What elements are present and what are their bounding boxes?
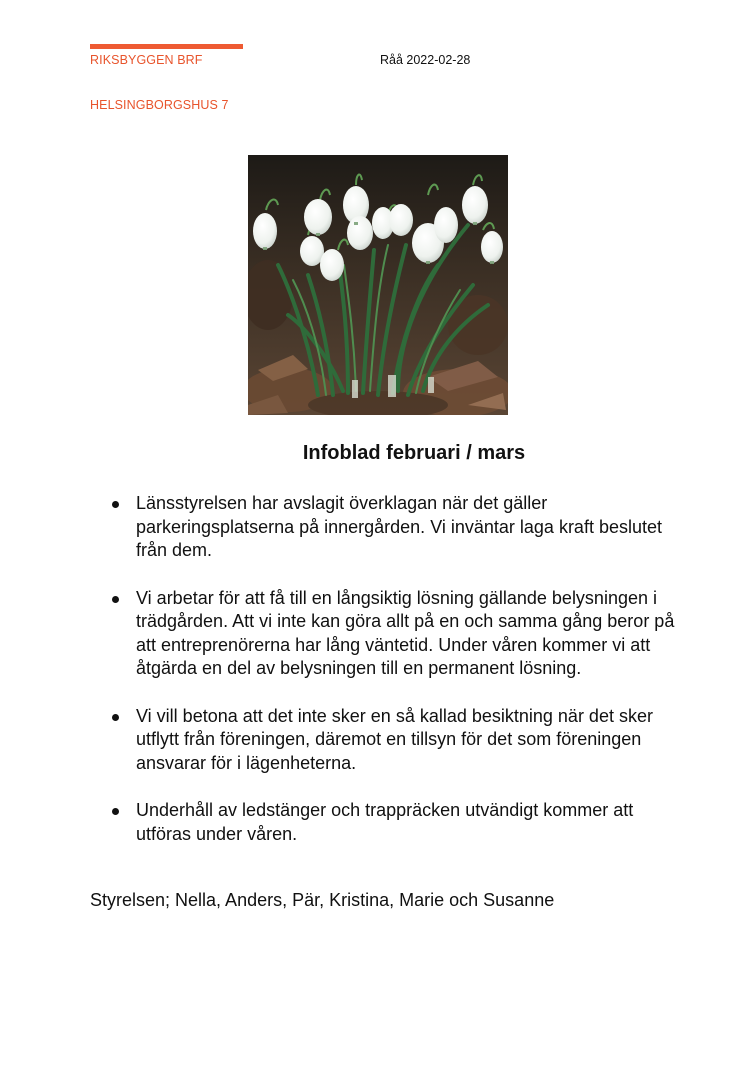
organization-name: RIKSBYGGEN BRF — [90, 53, 203, 67]
association-name: HELSINGBORGSHUS 7 — [90, 98, 229, 112]
signature: Styrelsen; Nella, Anders, Pär, Kristina, Marie och Susanne — [90, 890, 555, 910]
page-title: Infoblad februari / mars — [302, 442, 526, 464]
list-item-text: Länsstyrelsen har avslagit överklagan när det gäller parkeringsplatserna på innergården. Vi inväntar laga kraft beslutet från dem. — [136, 493, 662, 560]
list-item — [111, 799, 681, 846]
header-accent-bar — [90, 44, 243, 49]
bullet-icon — [112, 714, 119, 721]
bullet-icon — [112, 596, 119, 603]
list-item-text: Vi vill betona att det inte sker en så kallad besiktning när det sker utflytt från föreningen, däremot en tillsyn för det som föreningen ansvarar för i lägenheterna. — [136, 705, 653, 773]
list-item-text: Vi arbetar för att få till en långsiktig lösning gällande belysningen i trädgården. Att vi inte kan göra allt på en och samma gång beror på att entreprenörerna har lång väntetid. Under våren kommer vi att åtgärda en del av belysningen till en permanent lösning. — [136, 587, 675, 678]
document-date: Råå 2022-02-28 — [380, 53, 471, 67]
list-item — [111, 492, 681, 563]
list-item-text: Underhåll av ledstänger och trappräcken utvändigt kommer att utföras under våren. — [136, 800, 634, 844]
list-item — [111, 705, 681, 776]
list-item — [111, 587, 681, 681]
bullet-icon — [112, 501, 119, 508]
snowdrop-flowers-photo — [248, 155, 508, 415]
info-list — [111, 492, 681, 870]
bullet-icon — [112, 808, 119, 815]
